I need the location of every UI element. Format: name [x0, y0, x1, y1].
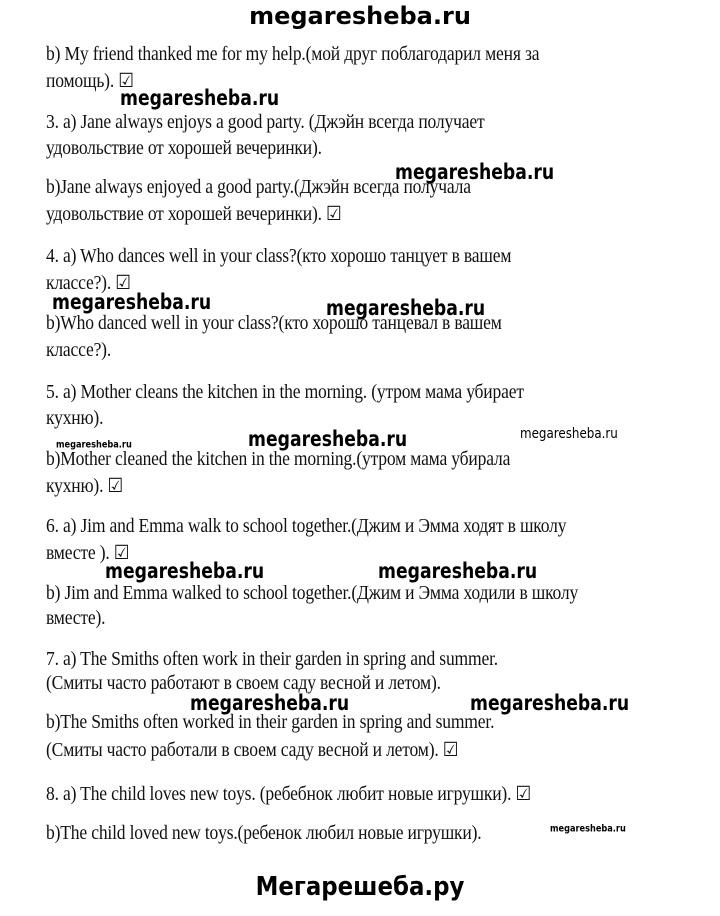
watermark: megaresheba.ru [190, 691, 350, 715]
text-line: b)Who danced well in your class?(кто хорошо танцевал в вашем [46, 313, 502, 334]
text-line: (Смиты часто работают в своем саду весной и летом). [46, 673, 441, 694]
text-line: b) My friend thanked me for my help.(мой друг поблагодарил меня за [46, 44, 540, 65]
watermark: megaresheba.ru [470, 691, 630, 715]
text-line: вместе ). ☑ [46, 543, 130, 564]
text-line: b)The child loved new toys.(ребенок любил новые игрушки). [46, 823, 482, 844]
text-line: кухню). [46, 408, 104, 429]
watermark: megaresheba.ru [520, 426, 618, 442]
text-line: удовольствие от хорошей вечеринки). [46, 138, 322, 159]
text-line: b)The Smiths often worked in their garden in spring and summer. [46, 712, 495, 733]
text-line: 5. a) Mother cleans the kitchen in the morning. (утром мама убирает [46, 382, 524, 403]
watermark: megaresheba.ru [105, 559, 265, 583]
text-line: классе?). ☑ [46, 273, 131, 294]
watermark: megaresheba.ru [56, 439, 132, 451]
text-line: 6. a) Jim and Emma walk to school together.(Джим и Эмма ходят в школу [46, 516, 567, 537]
text-line: b)Mother cleaned the kitchen in the morning.(утром мама убирала [46, 449, 511, 470]
text-line: 3. a) Jane always enjoys a good party. (Джэйн всегда получает [46, 112, 485, 133]
text-line: b)Jane always enjoyed a good party.(Джэйн всегда получала [46, 177, 471, 198]
site-footer: Мегарешеба.ру [255, 872, 465, 902]
text-line: 7. a) The Smiths often work in their garden in spring and summer. [46, 649, 498, 670]
watermark: megaresheba.ru [52, 290, 212, 314]
text-line: кухню). ☑ [46, 476, 124, 497]
watermark: megaresheba.ru [248, 427, 408, 451]
text-line: (Смиты часто работали в своем саду весной и летом). ☑ [46, 740, 459, 761]
watermark: megaresheba.ru [326, 296, 486, 320]
text-line: помощь). ☑ [46, 71, 134, 92]
watermark: megaresheba.ru [550, 823, 626, 835]
text-line: 4. a) Who dances well in your class?(кто хорошо танцует в вашем [46, 246, 512, 267]
text-line: классе?). [46, 340, 112, 361]
text-line: 8. a) The child loves new toys. (ребебнок любит новые игрушки). ☑ [46, 784, 532, 805]
watermark: megaresheba.ru [120, 86, 280, 110]
site-header: megaresheba.ru [249, 2, 471, 30]
watermark: megaresheba.ru [378, 559, 538, 583]
text-line: вместе). [46, 608, 106, 629]
watermark: megaresheba.ru [395, 160, 555, 184]
text-line: b) Jim and Emma walked to school together.(Джим и Эмма ходили в школу [46, 583, 579, 604]
text-line: удовольствие от хорошей вечеринки). ☑ [46, 204, 342, 225]
